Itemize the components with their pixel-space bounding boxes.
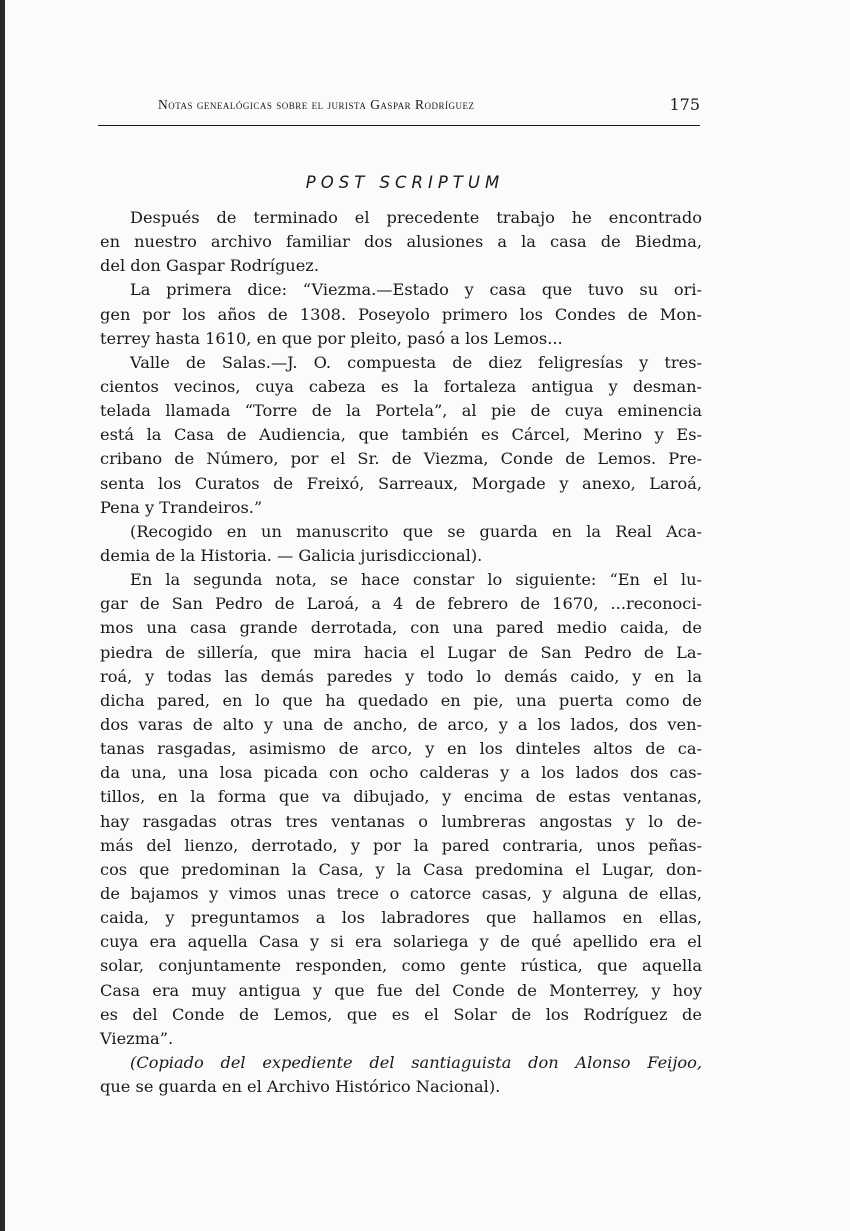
text-line: cos que predominan la Casa, y la Casa predomina el Lugar, don- bbox=[100, 859, 702, 879]
text-line: cientos vecinos, cuya cabeza es la fortaleza antigua y desman- bbox=[100, 376, 702, 396]
text-line: tanas rasgadas, asimismo de arco, y en los dinteles altos de ca- bbox=[100, 739, 702, 759]
text-line: gar de San Pedro de Laroá, a 4 de febrero de 1670, ...reconoci- bbox=[100, 594, 702, 614]
text-line: Pena y Trandeiros.” bbox=[100, 497, 263, 517]
text-line: es del Conde de Lemos, que es el Solar de los Rodríguez de bbox=[100, 1004, 702, 1024]
text-line: En la segunda nota, se hace constar lo siguiente: “En el lu- bbox=[130, 570, 702, 590]
text-line: hay rasgadas otras tres ventanas o lumbreras angostas y lo de- bbox=[100, 811, 702, 831]
body-text bbox=[100, 206, 702, 1099]
text-line: de bajamos y vimos unas trece o catorce casas, y alguna de ellas, bbox=[100, 883, 702, 903]
text-line: senta los Curatos de Freixó, Sarreaux, Morgade y anexo, Laroá, bbox=[100, 473, 702, 493]
text-line: terrey hasta 1610, en que por pleito, pasó a los Lemos... bbox=[100, 328, 563, 348]
text-line: demia de la Historia. — Galicia jurisdiccional). bbox=[100, 545, 483, 565]
section-title: POST SCRIPTUM bbox=[305, 173, 505, 192]
text-line: Viezma”. bbox=[100, 1028, 174, 1048]
text-line: en nuestro archivo familiar dos alusiones a la casa de Biedma, bbox=[100, 232, 702, 252]
text-line: más del lienzo, derrotado, y por la pared contraria, unos peñas- bbox=[100, 835, 702, 855]
text-line: está la Casa de Audiencia, que también es Cárcel, Merino y Es- bbox=[100, 425, 702, 445]
text-line: (Recogido en un manuscrito que se guarda en la Real Aca- bbox=[130, 521, 702, 541]
text-line: Después de terminado el precedente trabajo he encontrado bbox=[130, 208, 702, 227]
text-line: piedra de sillería, que mira hacia el Lugar de San Pedro de La- bbox=[100, 642, 702, 662]
running-header bbox=[98, 95, 700, 126]
text-line: gen por los años de 1308. Poseyolo primero los Condes de Mon- bbox=[100, 304, 702, 324]
text-line: solar, conjuntamente responden, como gente rústica, que aquella bbox=[100, 956, 702, 976]
text-line: mos una casa grande derrotada, con una pared medio caida, de bbox=[100, 618, 702, 638]
text-line: dos varas de alto y una de ancho, de arco, y a los lados, dos ven- bbox=[100, 714, 702, 734]
text-line: da una, una losa picada con ocho calderas y a los lados dos cas- bbox=[100, 763, 702, 783]
text-line: tillos, en la forma que va dibujado, y encima de estas ventanas, bbox=[100, 787, 702, 807]
text-line: cuya era aquella Casa y si era solariega y de qué apellido era el bbox=[100, 932, 702, 952]
page-number: 175 bbox=[669, 95, 700, 114]
text-line: telada llamada “Torre de la Portela”, al pie de cuya eminencia bbox=[100, 401, 702, 421]
text-line: Casa era muy antigua y que fue del Conde de Monterrey, y hoy bbox=[100, 980, 702, 1000]
text-line: cribano de Número, por el Sr. de Viezma, Conde de Lemos. Pre- bbox=[100, 449, 702, 469]
text-line: La primera dice: “Viezma.—Estado y casa que tuvo su ori- bbox=[130, 280, 702, 300]
text-line: Valle de Salas.—J. O. compuesta de diez feligresías y tres- bbox=[130, 352, 702, 372]
text-line: que se guarda en el Archivo Histórico Nacional). bbox=[100, 1077, 501, 1097]
text-line: roá, y todas las demás paredes y todo lo demás caido, y en la bbox=[100, 666, 702, 686]
text-line: del don Gaspar Rodríguez. bbox=[100, 256, 319, 276]
page-binding-edge bbox=[0, 0, 5, 1231]
text-line: dicha pared, en lo que ha quedado en pie, una puerta como de bbox=[100, 690, 702, 710]
header-title: Notas genealógicas sobre el jurista Gaspar Rodríguez bbox=[158, 97, 475, 112]
text-line: (Copiado del expediente del santiaguista don Alonso Feijoo, bbox=[130, 1052, 702, 1072]
text-line: caida, y preguntamos a los labradores que hallamos en ellas, bbox=[100, 908, 702, 928]
